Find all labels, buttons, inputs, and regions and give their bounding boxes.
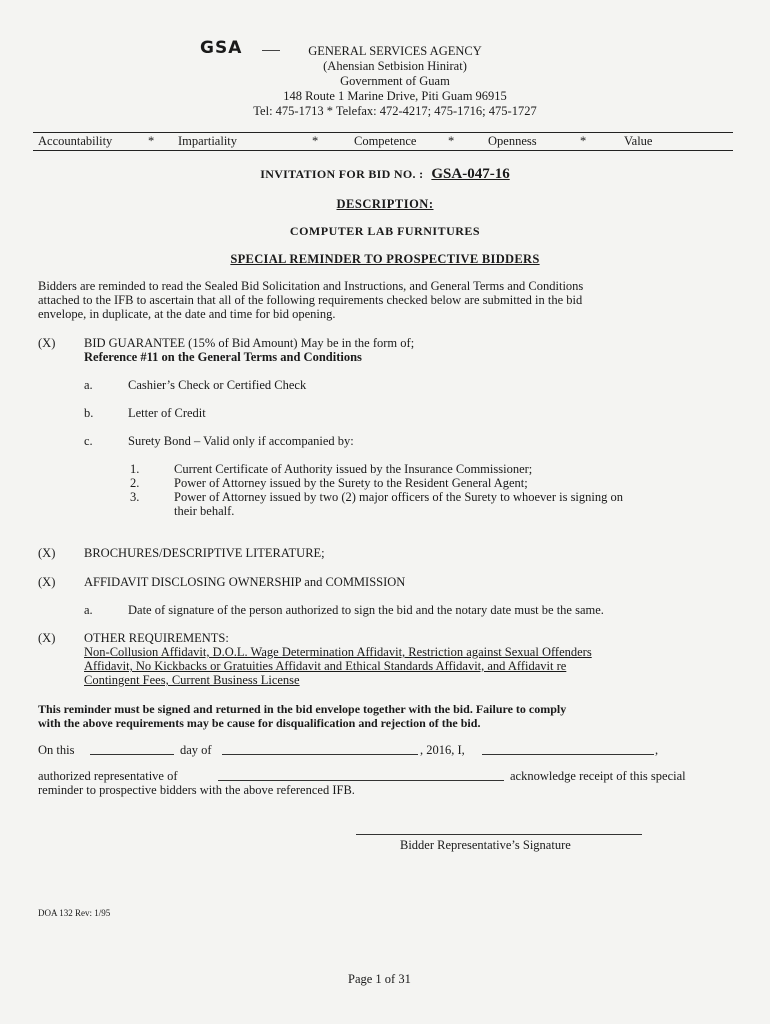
description-text: COMPUTER LAB FURNITURES (289, 224, 481, 238)
check-mark: (X) (38, 336, 56, 350)
agency-name: GENERAL SERVICES AGENCY (308, 44, 482, 58)
other-requirement-line: Non-Collusion Affidavit, D.O.L. Wage Determination Affidavit, Restriction against Sexual Offenders (84, 645, 592, 659)
check-mark: (X) (38, 631, 56, 645)
ifb-title (0, 165, 770, 183)
surety-item: Current Certificate of Authority issued by the Insurance Commissioner; (174, 462, 533, 476)
ifb-label: INVITATION FOR BID NO. : (260, 167, 424, 181)
surety-item: Power of Attorney issued by the Surety to the Resident General Agent; (174, 476, 528, 490)
intro-line: attached to the IFB to ascertain that all of the following requirements checked below are submitted in the bid (38, 293, 583, 307)
value-value: Value (624, 134, 653, 148)
form-letter: c. (84, 434, 93, 448)
government-line: Government of Guam (340, 74, 450, 88)
day-field[interactable] (90, 744, 174, 755)
reminder-heading: SPECIAL REMINDER TO PROSPECTIVE BIDDERS (230, 252, 540, 266)
surety-item: Power of Attorney issued by two (2) major officers of the Surety to whoever is signing on (174, 490, 623, 504)
form-code: DOA 132 Rev: 1/95 (38, 908, 111, 918)
other-requirements-heading: OTHER REQUIREMENTS: (84, 631, 229, 645)
form-letter-of-credit: Letter of Credit (128, 406, 206, 420)
ack-authorized: authorized representative of (38, 769, 178, 783)
description-heading: DESCRIPTION: (336, 197, 434, 211)
intro-line: Bidders are reminded to read the Sealed Bid Solicitation and Instructions, and General Terms and Conditions (38, 279, 584, 293)
notice-line: This reminder must be signed and returned in the bid envelope together with the bid. Failure to comply (38, 702, 567, 716)
ack-year: , 2016, I, (420, 743, 465, 757)
value-impartiality: Impartiality (178, 134, 238, 148)
name-field[interactable] (482, 744, 654, 755)
address-line: 148 Route 1 Marine Drive, Piti Guam 96915 (283, 89, 507, 103)
ack-comma: , (655, 743, 659, 757)
bid-guarantee-text: BID GUARANTEE (15% of Bid Amount) May be in the form of; (84, 336, 415, 350)
intro-line: envelope, in duplicate, at the date and time for bid opening. (38, 307, 336, 321)
ack-day-of: day of (180, 743, 212, 757)
value-openness: Openness (488, 134, 537, 148)
check-mark: (X) (38, 575, 56, 589)
value-separator: * (148, 134, 155, 148)
form-cashiers-check: Cashier’s Check or Certified Check (128, 378, 307, 392)
signature-label: Bidder Representative’s Signature (400, 838, 571, 852)
ack-on-this: On this (38, 743, 75, 757)
affidavit-note-letter: a. (84, 603, 93, 617)
surety-item-continued: their behalf. (174, 504, 235, 518)
affidavit-note: Date of signature of the person authorized to sign the bid and the notary date must be the same. (128, 603, 604, 617)
check-mark: (X) (38, 546, 56, 560)
surety-item-number: 3. (130, 490, 140, 504)
brochures-requirement: BROCHURES/DESCRIPTIVE LITERATURE; (84, 546, 325, 560)
surety-item-number: 1. (130, 462, 140, 476)
ack-acknowledge: acknowledge receipt of this special (510, 769, 686, 783)
value-separator: * (312, 134, 319, 148)
notice-line: with the above requirements may be cause for disqualification and rejection of the bid. (38, 716, 481, 730)
month-field[interactable] (222, 744, 418, 755)
value-accountability: Accountability (38, 134, 113, 148)
agency-chamorro-name: (Ahensian Setbision Hinirat) (323, 59, 467, 73)
ack-line: reminder to prospective bidders with the above referenced IFB. (38, 783, 355, 797)
other-requirement-line: Affidavit, No Kickbacks or Gratuities Affidavit and Ethical Standards Affidavit, and Affidavit re (84, 659, 567, 673)
phone-line: Tel: 475-1713 * Telefax: 472-4217; 475-1716; 475-1727 (253, 104, 537, 118)
values-top-rule (33, 132, 733, 133)
bid-guarantee-reference: Reference #11 on the General Terms and Conditions (84, 350, 362, 364)
form-letter: b. (84, 406, 94, 420)
values-bottom-rule (33, 150, 733, 151)
value-separator: * (580, 134, 587, 148)
affidavit-requirement: AFFIDAVIT DISCLOSING OWNERSHIP and COMMISSION (84, 575, 406, 589)
surety-item-number: 2. (130, 476, 140, 490)
ifb-number: GSA-047-16 (431, 166, 510, 182)
form-letter: a. (84, 378, 93, 392)
form-surety-bond: Surety Bond – Valid only if accompanied by: (128, 434, 354, 448)
signature-line[interactable] (356, 834, 642, 835)
value-separator: * (448, 134, 455, 148)
company-field[interactable] (218, 770, 504, 781)
value-competence: Competence (354, 134, 417, 148)
other-requirement-line: Contingent Fees, Current Business License (84, 673, 300, 687)
gsa-logo: GSA (200, 38, 243, 58)
page-number: Page 1 of 31 (348, 972, 411, 986)
